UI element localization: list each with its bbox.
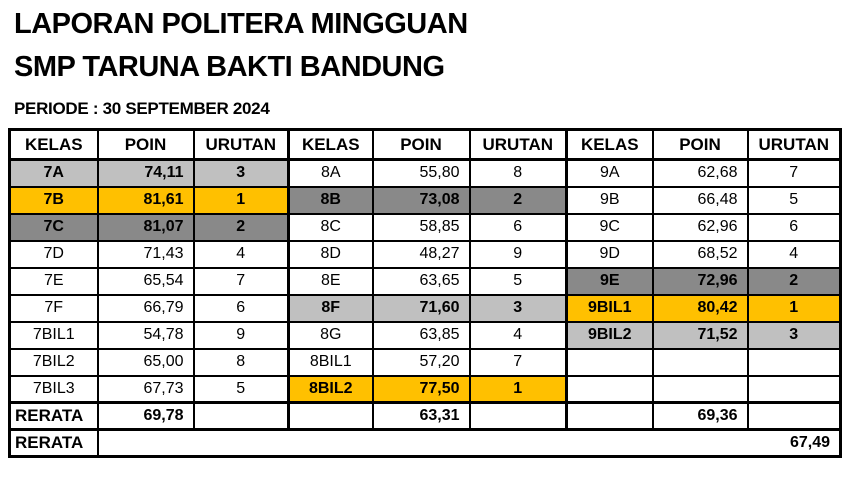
urutan-cell: 3 bbox=[748, 322, 841, 349]
urutan-cell: 9 bbox=[194, 322, 289, 349]
urutan-cell: 2 bbox=[194, 214, 289, 241]
poin-cell: 67,73 bbox=[98, 376, 194, 403]
header-kelas-g3: KELAS bbox=[567, 130, 653, 160]
rerata-value-g2: 63,31 bbox=[373, 403, 470, 430]
table-row bbox=[10, 214, 841, 241]
table-header bbox=[10, 130, 841, 160]
rerata-value-g1: 69,78 bbox=[98, 403, 194, 430]
kelas-cell: 8A bbox=[289, 160, 373, 187]
rerata-empty-cell bbox=[289, 403, 373, 430]
rerata-empty-cell bbox=[194, 403, 289, 430]
table-row bbox=[10, 376, 841, 403]
table-row bbox=[10, 187, 841, 214]
urutan-cell: 7 bbox=[194, 268, 289, 295]
urutan-cell: 5 bbox=[194, 376, 289, 403]
poin-cell: 63,85 bbox=[373, 322, 470, 349]
kelas-cell: 8BIL2 bbox=[289, 376, 373, 403]
kelas-cell: 7C bbox=[10, 214, 98, 241]
kelas-cell: 9B bbox=[567, 187, 653, 214]
poin-cell: 81,61 bbox=[98, 187, 194, 214]
header-urutan-g3: URUTAN bbox=[748, 130, 841, 160]
urutan-cell: 3 bbox=[470, 295, 567, 322]
urutan-cell: 7 bbox=[470, 349, 567, 376]
kelas-cell: 7BIL1 bbox=[10, 322, 98, 349]
kelas-cell: 8G bbox=[289, 322, 373, 349]
kelas-cell: 7B bbox=[10, 187, 98, 214]
group-rerata-row bbox=[10, 403, 841, 430]
kelas-cell: 7A bbox=[10, 160, 98, 187]
poin-cell: 68,52 bbox=[653, 241, 748, 268]
kelas-cell: 7D bbox=[10, 241, 98, 268]
poin-cell: 62,68 bbox=[653, 160, 748, 187]
poin-cell: 63,65 bbox=[373, 268, 470, 295]
urutan-cell: 2 bbox=[470, 187, 567, 214]
urutan-cell: 9 bbox=[470, 241, 567, 268]
rerata-empty-cell bbox=[567, 403, 653, 430]
page-title-line1: LAPORAN POLITERA MINGGUAN bbox=[14, 8, 468, 40]
table-body bbox=[10, 160, 841, 403]
kelas-cell: 7BIL3 bbox=[10, 376, 98, 403]
header-poin-g2: POIN bbox=[373, 130, 470, 160]
urutan-cell: 6 bbox=[748, 214, 841, 241]
poin-cell: 54,78 bbox=[98, 322, 194, 349]
table-row bbox=[10, 322, 841, 349]
poin-cell bbox=[653, 376, 748, 403]
table-row bbox=[10, 295, 841, 322]
kelas-cell: 9A bbox=[567, 160, 653, 187]
urutan-cell bbox=[748, 376, 841, 403]
poin-cell: 65,54 bbox=[98, 268, 194, 295]
rerata-value-g3: 69,36 bbox=[653, 403, 748, 430]
header-row bbox=[10, 130, 841, 160]
page-title-line2: SMP TARUNA BAKTI BANDUNG bbox=[14, 51, 445, 83]
rerata-empty-cell bbox=[748, 403, 841, 430]
poin-cell: 65,00 bbox=[98, 349, 194, 376]
rerata-empty-cell bbox=[470, 403, 567, 430]
kelas-cell: 8BIL1 bbox=[289, 349, 373, 376]
table-row bbox=[10, 268, 841, 295]
kelas-cell: 7F bbox=[10, 295, 98, 322]
urutan-cell: 6 bbox=[194, 295, 289, 322]
kelas-cell: 9D bbox=[567, 241, 653, 268]
poin-cell: 66,48 bbox=[653, 187, 748, 214]
urutan-cell: 4 bbox=[470, 322, 567, 349]
urutan-cell: 5 bbox=[748, 187, 841, 214]
poin-cell: 71,60 bbox=[373, 295, 470, 322]
kelas-cell: 8D bbox=[289, 241, 373, 268]
kelas-cell: 8B bbox=[289, 187, 373, 214]
poin-cell: 73,08 bbox=[373, 187, 470, 214]
kelas-cell bbox=[567, 376, 653, 403]
urutan-cell: 1 bbox=[748, 295, 841, 322]
urutan-cell: 4 bbox=[748, 241, 841, 268]
rerata-label-g1: RERATA bbox=[10, 403, 98, 430]
header-urutan-g2: URUTAN bbox=[470, 130, 567, 160]
poin-cell bbox=[653, 349, 748, 376]
urutan-cell: 1 bbox=[194, 187, 289, 214]
poin-cell: 55,80 bbox=[373, 160, 470, 187]
kelas-cell bbox=[567, 349, 653, 376]
urutan-cell: 8 bbox=[470, 160, 567, 187]
kelas-cell: 7BIL2 bbox=[10, 349, 98, 376]
urutan-cell: 2 bbox=[748, 268, 841, 295]
poin-cell: 77,50 bbox=[373, 376, 470, 403]
overall-rerata-row bbox=[10, 430, 841, 457]
urutan-cell: 7 bbox=[748, 160, 841, 187]
table-row bbox=[10, 349, 841, 376]
table-row bbox=[10, 160, 841, 187]
overall-rerata-label: RERATA bbox=[10, 430, 98, 457]
poin-cell: 71,43 bbox=[98, 241, 194, 268]
urutan-cell: 5 bbox=[470, 268, 567, 295]
urutan-cell: 8 bbox=[194, 349, 289, 376]
table-row bbox=[10, 241, 841, 268]
poin-cell: 74,11 bbox=[98, 160, 194, 187]
poin-cell: 58,85 bbox=[373, 214, 470, 241]
poin-cell: 57,20 bbox=[373, 349, 470, 376]
urutan-cell: 1 bbox=[470, 376, 567, 403]
header-poin-g1: POIN bbox=[98, 130, 194, 160]
poin-cell: 71,52 bbox=[653, 322, 748, 349]
header-urutan-g1: URUTAN bbox=[194, 130, 289, 160]
report-table bbox=[8, 128, 842, 458]
poin-cell: 80,42 bbox=[653, 295, 748, 322]
kelas-cell: 9BIL2 bbox=[567, 322, 653, 349]
poin-cell: 48,27 bbox=[373, 241, 470, 268]
kelas-cell: 9E bbox=[567, 268, 653, 295]
poin-cell: 66,79 bbox=[98, 295, 194, 322]
overall-rerata-value: 67,49 bbox=[98, 430, 841, 457]
table-footer bbox=[10, 403, 841, 457]
kelas-cell: 8F bbox=[289, 295, 373, 322]
report-header bbox=[0, 10, 850, 119]
header-kelas-g1: KELAS bbox=[10, 130, 98, 160]
urutan-cell: 4 bbox=[194, 241, 289, 268]
urutan-cell: 6 bbox=[470, 214, 567, 241]
poin-cell: 62,96 bbox=[653, 214, 748, 241]
urutan-cell: 3 bbox=[194, 160, 289, 187]
urutan-cell bbox=[748, 349, 841, 376]
poin-cell: 81,07 bbox=[98, 214, 194, 241]
kelas-cell: 8C bbox=[289, 214, 373, 241]
poin-cell: 72,96 bbox=[653, 268, 748, 295]
kelas-cell: 7E bbox=[10, 268, 98, 295]
header-kelas-g2: KELAS bbox=[289, 130, 373, 160]
kelas-cell: 9C bbox=[567, 214, 653, 241]
header-poin-g3: POIN bbox=[653, 130, 748, 160]
kelas-cell: 9BIL1 bbox=[567, 295, 653, 322]
kelas-cell: 8E bbox=[289, 268, 373, 295]
periode-label: PERIODE : 30 SEPTEMBER 2024 bbox=[14, 99, 270, 118]
